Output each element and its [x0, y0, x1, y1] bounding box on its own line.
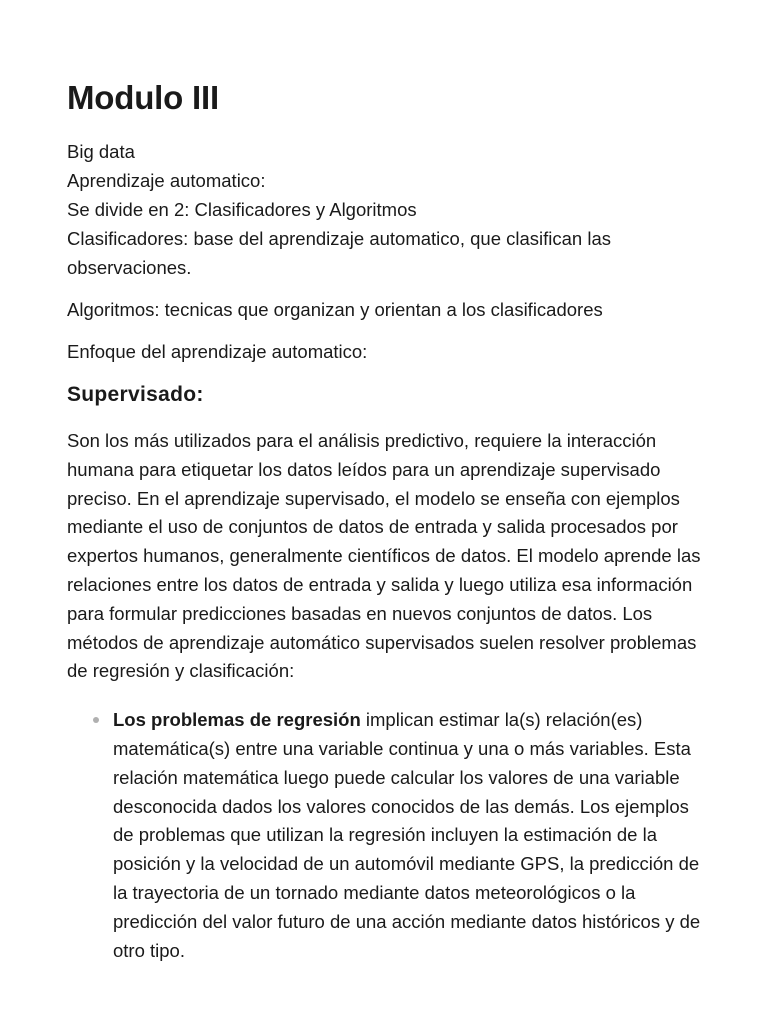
list-item-text: implican estimar la(s) relación(es) matemática(s) entre una variable continua y una o más variables. Esta relación matemática luego puede calcular los valores de una variable desconocida dados los valores conocidos de las demás. Los ejemplos de problemas que utilizan la regresión incluyen la estimación de la posición y la velocidad de un automóvil mediante GPS, la predicción de la trayectoria de un tornado mediante datos meteorológicos o la predicción del valor futuro de una acción mediante datos históricos y de otro tipo.: [113, 709, 701, 961]
enfoque-paragraph: Enfoque del aprendizaje automatico:: [67, 341, 368, 362]
supervisado-paragraph: Son los más utilizados para el análisis predictivo, requiere la interacción humana para etiquetar los datos leídos para un aprendizaje supervisado preciso. En el aprendizaje supervisado, el modelo se enseña con ejemplos mediante el uso de conjuntos de datos de entrada y salida procesados por expertos humanos, generalmente científicos de datos. El modelo aprende las relaciones entre los datos de entrada y salida y luego utiliza esa información para formular predicciones basadas en nuevos conjuntos de datos. Los métodos de aprendizaje automático supervisados suelen resolver problemas de regresión y clasificación:: [67, 430, 701, 682]
bullet-dot-icon: [93, 717, 99, 723]
intro-line: Aprendizaje automatico:: [67, 170, 266, 191]
bullet-list: [67, 706, 708, 965]
intro-line: Clasificadores: base del aprendizaje automatico, que clasifican las observaciones.: [67, 228, 611, 278]
section-heading-supervisado: Supervisado:: [67, 383, 204, 406]
intro-line: Se divide en 2: Clasificadores y Algoritmos: [67, 199, 417, 220]
algoritmos-paragraph: Algoritmos: tecnicas que organizan y orientan a los clasificadores: [67, 299, 603, 320]
page-title: Modulo III: [67, 79, 219, 116]
list-item-bold: Los problemas de regresión: [113, 709, 361, 731]
intro-line: Big data: [67, 141, 135, 162]
list-item: [113, 706, 708, 965]
intro-block: [67, 137, 708, 282]
